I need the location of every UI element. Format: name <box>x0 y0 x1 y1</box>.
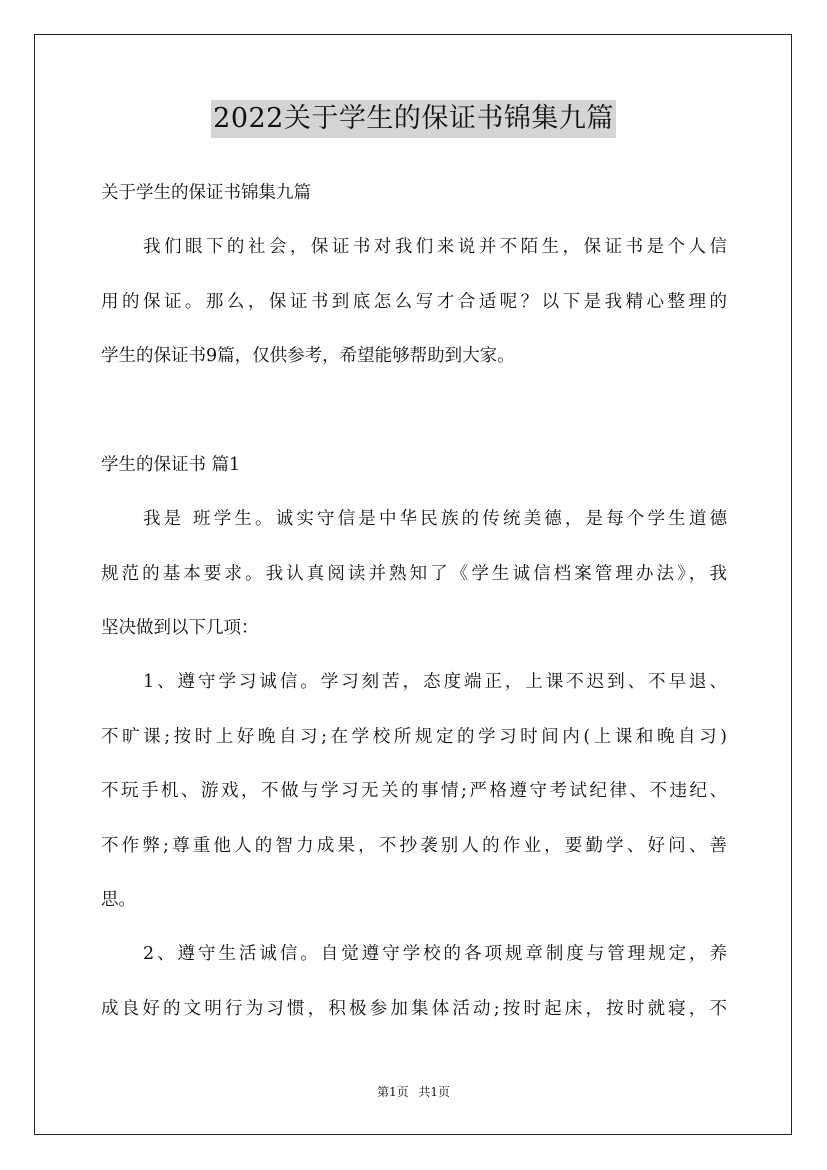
page-number: 第1页 <box>376 1085 409 1099</box>
item-1-line-5: 思。 <box>101 890 136 910</box>
document-title: 2022关于学生的保证书锦集九篇 <box>211 100 616 138</box>
paragraph-1-line-1: 我是 班学生。诚实守信是中华民族的传统美德，是每个学生道德 <box>143 509 727 529</box>
item-1-line-4: 不作弊;尊重他人的智力成果，不抄袭别人的作业，要勤学、好问、善 <box>101 836 727 856</box>
paragraph-1-line-3: 坚决做到以下几项： <box>101 618 259 638</box>
intro-line-1: 我们眼下的社会，保证书对我们来说并不陌生，保证书是个人信 <box>143 237 727 257</box>
title-container <box>0 100 827 138</box>
section-heading: 学生的保证书 篇1 <box>101 455 241 475</box>
item-1-line-1: 1、遵守学习诚信。学习刻苦，态度端正，上课不迟到、不早退、 <box>143 672 727 692</box>
paragraph-1-line-2: 规范的基本要求。我认真阅读并熟知了《学生诚信档案管理办法》，我 <box>101 564 727 584</box>
subtitle: 关于学生的保证书锦集九篇 <box>101 183 311 203</box>
item-2-line-2: 成良好的文明行为习惯，积极参加集体活动;按时起床，按时就寝，不 <box>101 999 727 1019</box>
item-1-line-2: 不旷课;按时上好晚自习;在学校所规定的学习时间内(上课和晚自习) <box>101 727 727 747</box>
item-1-line-3: 不玩手机、游戏，不做与学习无关的事情;严格遵守考试纪律、不违纪、 <box>101 781 727 801</box>
intro-line-3: 学生的保证书9篇，仅供参考，希望能够帮助到大家。 <box>101 346 515 366</box>
intro-line-2: 用的保证。那么，保证书到底怎么写才合适呢？以下是我精心整理的 <box>101 292 727 312</box>
item-2-line-1: 2、遵守生活诚信。自觉遵守学校的各项规章制度与管理规定，养 <box>143 944 727 964</box>
page-footer <box>0 1083 827 1101</box>
page-total: 共1页 <box>418 1085 451 1099</box>
